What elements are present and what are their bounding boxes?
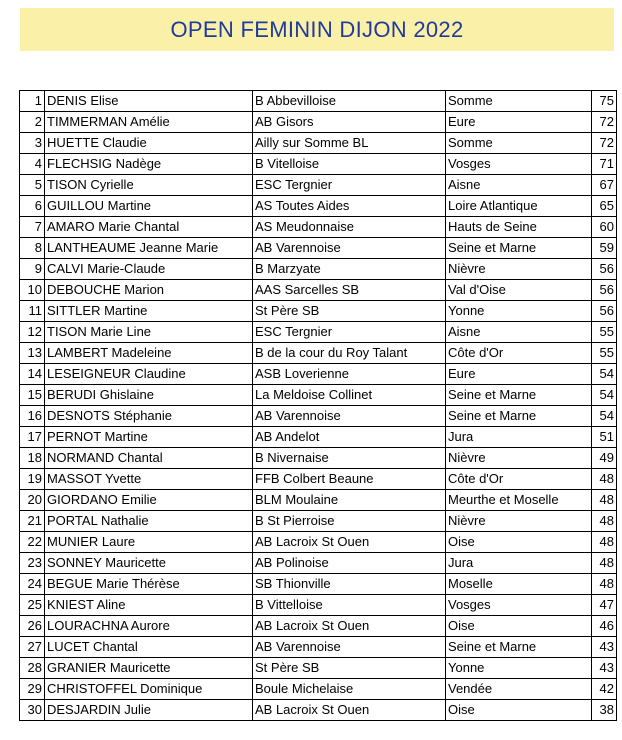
- player-name-cell: LUCET Chantal: [45, 637, 253, 658]
- score-cell: 42: [592, 679, 617, 700]
- player-name-cell: FLECHSIG Nadège: [45, 154, 253, 175]
- player-name-cell: CALVI Marie-Claude: [45, 259, 253, 280]
- player-name-cell: HUETTE Claudie: [45, 133, 253, 154]
- table-row: [20, 196, 617, 217]
- rank-cell: 1: [20, 91, 45, 112]
- rank-cell: 29: [20, 679, 45, 700]
- player-name-cell: DENIS Elise: [45, 91, 253, 112]
- rank-cell: 18: [20, 448, 45, 469]
- player-name-cell: TISON Cyrielle: [45, 175, 253, 196]
- rank-cell: 23: [20, 553, 45, 574]
- rank-cell: 3: [20, 133, 45, 154]
- score-cell: 54: [592, 406, 617, 427]
- table-row: [20, 532, 617, 553]
- rank-cell: 6: [20, 196, 45, 217]
- table-row: [20, 154, 617, 175]
- table-row: [20, 364, 617, 385]
- results-table: [19, 90, 617, 721]
- score-cell: 48: [592, 469, 617, 490]
- table-row: [20, 259, 617, 280]
- score-cell: 67: [592, 175, 617, 196]
- player-name-cell: LOURACHNA Aurore: [45, 616, 253, 637]
- table-row: [20, 280, 617, 301]
- club-cell: La Meldoise Collinet: [253, 385, 446, 406]
- rank-cell: 13: [20, 343, 45, 364]
- table-row: [20, 112, 617, 133]
- page-title: OPEN FEMININ DIJON 2022: [170, 16, 464, 42]
- score-cell: 48: [592, 490, 617, 511]
- rank-cell: 2: [20, 112, 45, 133]
- score-cell: 48: [592, 553, 617, 574]
- rank-cell: 4: [20, 154, 45, 175]
- player-name-cell: TIMMERMAN Amélie: [45, 112, 253, 133]
- club-cell: AB Varennoise: [253, 406, 446, 427]
- department-cell: Aisne: [446, 322, 592, 343]
- department-cell: Aisne: [446, 175, 592, 196]
- rank-cell: 11: [20, 301, 45, 322]
- player-name-cell: MUNIER Laure: [45, 532, 253, 553]
- rank-cell: 19: [20, 469, 45, 490]
- club-cell: AB Lacroix St Ouen: [253, 532, 446, 553]
- player-name-cell: SITTLER Martine: [45, 301, 253, 322]
- club-cell: St Père SB: [253, 658, 446, 679]
- table-row: [20, 511, 617, 532]
- club-cell: AS Toutes Aides: [253, 196, 446, 217]
- table-row: [20, 658, 617, 679]
- department-cell: Meurthe et Moselle: [446, 490, 592, 511]
- department-cell: Jura: [446, 553, 592, 574]
- player-name-cell: AMARO Marie Chantal: [45, 217, 253, 238]
- department-cell: Somme: [446, 91, 592, 112]
- club-cell: AB Varennoise: [253, 637, 446, 658]
- department-cell: Eure: [446, 364, 592, 385]
- rank-cell: 16: [20, 406, 45, 427]
- rank-cell: 7: [20, 217, 45, 238]
- player-name-cell: LESEIGNEUR Claudine: [45, 364, 253, 385]
- club-cell: B Vittelloise: [253, 595, 446, 616]
- score-cell: 55: [592, 343, 617, 364]
- rank-cell: 10: [20, 280, 45, 301]
- club-cell: ASB Loverienne: [253, 364, 446, 385]
- club-cell: AAS Sarcelles SB: [253, 280, 446, 301]
- department-cell: Côte d'Or: [446, 469, 592, 490]
- table-row: [20, 700, 617, 721]
- club-cell: AB Lacroix St Ouen: [253, 616, 446, 637]
- table-row: [20, 427, 617, 448]
- score-cell: 55: [592, 322, 617, 343]
- department-cell: Loire Atlantique: [446, 196, 592, 217]
- table-row: [20, 679, 617, 700]
- table-row: [20, 553, 617, 574]
- rank-cell: 27: [20, 637, 45, 658]
- player-name-cell: LAMBERT Madeleine: [45, 343, 253, 364]
- player-name-cell: GRANIER Mauricette: [45, 658, 253, 679]
- player-name-cell: GUILLOU Martine: [45, 196, 253, 217]
- club-cell: B Vitelloise: [253, 154, 446, 175]
- club-cell: B Marzyate: [253, 259, 446, 280]
- department-cell: Val d'Oise: [446, 280, 592, 301]
- score-cell: 54: [592, 364, 617, 385]
- player-name-cell: BEGUE Marie Thérèse: [45, 574, 253, 595]
- rank-cell: 20: [20, 490, 45, 511]
- department-cell: Nièvre: [446, 259, 592, 280]
- club-cell: B Abbevilloise: [253, 91, 446, 112]
- score-cell: 56: [592, 280, 617, 301]
- score-cell: 47: [592, 595, 617, 616]
- rank-cell: 25: [20, 595, 45, 616]
- table-row: [20, 637, 617, 658]
- player-name-cell: MASSOT Yvette: [45, 469, 253, 490]
- table-row: [20, 301, 617, 322]
- rank-cell: 12: [20, 322, 45, 343]
- player-name-cell: BERUDI Ghislaine: [45, 385, 253, 406]
- player-name-cell: CHRISTOFFEL Dominique: [45, 679, 253, 700]
- department-cell: Nièvre: [446, 448, 592, 469]
- table-row: [20, 238, 617, 259]
- rank-cell: 26: [20, 616, 45, 637]
- department-cell: Moselle: [446, 574, 592, 595]
- rank-cell: 15: [20, 385, 45, 406]
- club-cell: AB Varennoise: [253, 238, 446, 259]
- department-cell: Vendée: [446, 679, 592, 700]
- department-cell: Seine et Marne: [446, 238, 592, 259]
- score-cell: 43: [592, 637, 617, 658]
- department-cell: Yonne: [446, 301, 592, 322]
- score-cell: 48: [592, 574, 617, 595]
- table-row: [20, 616, 617, 637]
- club-cell: AB Lacroix St Ouen: [253, 700, 446, 721]
- department-cell: Vosges: [446, 154, 592, 175]
- table-row: [20, 385, 617, 406]
- score-cell: 60: [592, 217, 617, 238]
- player-name-cell: KNIEST Aline: [45, 595, 253, 616]
- rank-cell: 24: [20, 574, 45, 595]
- club-cell: BLM Moulaine: [253, 490, 446, 511]
- player-name-cell: GIORDANO Emilie: [45, 490, 253, 511]
- table-row: [20, 217, 617, 238]
- club-cell: FFB Colbert Beaune: [253, 469, 446, 490]
- rank-cell: 9: [20, 259, 45, 280]
- score-cell: 38: [592, 700, 617, 721]
- department-cell: Jura: [446, 427, 592, 448]
- score-cell: 48: [592, 532, 617, 553]
- club-cell: AB Andelot: [253, 427, 446, 448]
- club-cell: ESC Tergnier: [253, 175, 446, 196]
- player-name-cell: PERNOT Martine: [45, 427, 253, 448]
- department-cell: Seine et Marne: [446, 637, 592, 658]
- department-cell: Vosges: [446, 595, 592, 616]
- rank-cell: 21: [20, 511, 45, 532]
- table-row: [20, 91, 617, 112]
- score-cell: 59: [592, 238, 617, 259]
- player-name-cell: DEBOUCHE Marion: [45, 280, 253, 301]
- club-cell: B Nivernaise: [253, 448, 446, 469]
- score-cell: 49: [592, 448, 617, 469]
- score-cell: 72: [592, 112, 617, 133]
- table-row: [20, 406, 617, 427]
- score-cell: 56: [592, 301, 617, 322]
- score-cell: 51: [592, 427, 617, 448]
- department-cell: Nièvre: [446, 511, 592, 532]
- club-cell: AS Meudonnaise: [253, 217, 446, 238]
- player-name-cell: NORMAND Chantal: [45, 448, 253, 469]
- club-cell: B St Pierroise: [253, 511, 446, 532]
- club-cell: Ailly sur Somme BL: [253, 133, 446, 154]
- score-cell: 65: [592, 196, 617, 217]
- rank-cell: 8: [20, 238, 45, 259]
- player-name-cell: TISON Marie Line: [45, 322, 253, 343]
- club-cell: B de la cour du Roy Talant: [253, 343, 446, 364]
- rank-cell: 17: [20, 427, 45, 448]
- department-cell: Côte d'Or: [446, 343, 592, 364]
- title-banner: [20, 8, 614, 51]
- table-row: [20, 490, 617, 511]
- table-row: [20, 448, 617, 469]
- score-cell: 71: [592, 154, 617, 175]
- player-name-cell: SONNEY Mauricette: [45, 553, 253, 574]
- table-row: [20, 175, 617, 196]
- score-cell: 56: [592, 259, 617, 280]
- table-row: [20, 133, 617, 154]
- player-name-cell: PORTAL Nathalie: [45, 511, 253, 532]
- rank-cell: 28: [20, 658, 45, 679]
- department-cell: Oise: [446, 616, 592, 637]
- table-row: [20, 343, 617, 364]
- department-cell: Somme: [446, 133, 592, 154]
- rank-cell: 14: [20, 364, 45, 385]
- club-cell: AB Polinoise: [253, 553, 446, 574]
- department-cell: Seine et Marne: [446, 385, 592, 406]
- score-cell: 72: [592, 133, 617, 154]
- score-cell: 75: [592, 91, 617, 112]
- table-row: [20, 469, 617, 490]
- department-cell: Hauts de Seine: [446, 217, 592, 238]
- score-cell: 43: [592, 658, 617, 679]
- results-table-body: [20, 91, 617, 721]
- department-cell: Seine et Marne: [446, 406, 592, 427]
- department-cell: Oise: [446, 700, 592, 721]
- player-name-cell: DESNOTS Stéphanie: [45, 406, 253, 427]
- player-name-cell: LANTHEAUME Jeanne Marie: [45, 238, 253, 259]
- player-name-cell: DESJARDIN Julie: [45, 700, 253, 721]
- table-row: [20, 574, 617, 595]
- club-cell: St Père SB: [253, 301, 446, 322]
- department-cell: Eure: [446, 112, 592, 133]
- club-cell: AB Gisors: [253, 112, 446, 133]
- table-row: [20, 595, 617, 616]
- club-cell: SB Thionville: [253, 574, 446, 595]
- score-cell: 54: [592, 385, 617, 406]
- score-cell: 48: [592, 511, 617, 532]
- department-cell: Yonne: [446, 658, 592, 679]
- rank-cell: 30: [20, 700, 45, 721]
- club-cell: ESC Tergnier: [253, 322, 446, 343]
- score-cell: 46: [592, 616, 617, 637]
- rank-cell: 5: [20, 175, 45, 196]
- table-row: [20, 322, 617, 343]
- department-cell: Oise: [446, 532, 592, 553]
- rank-cell: 22: [20, 532, 45, 553]
- club-cell: Boule Michelaise: [253, 679, 446, 700]
